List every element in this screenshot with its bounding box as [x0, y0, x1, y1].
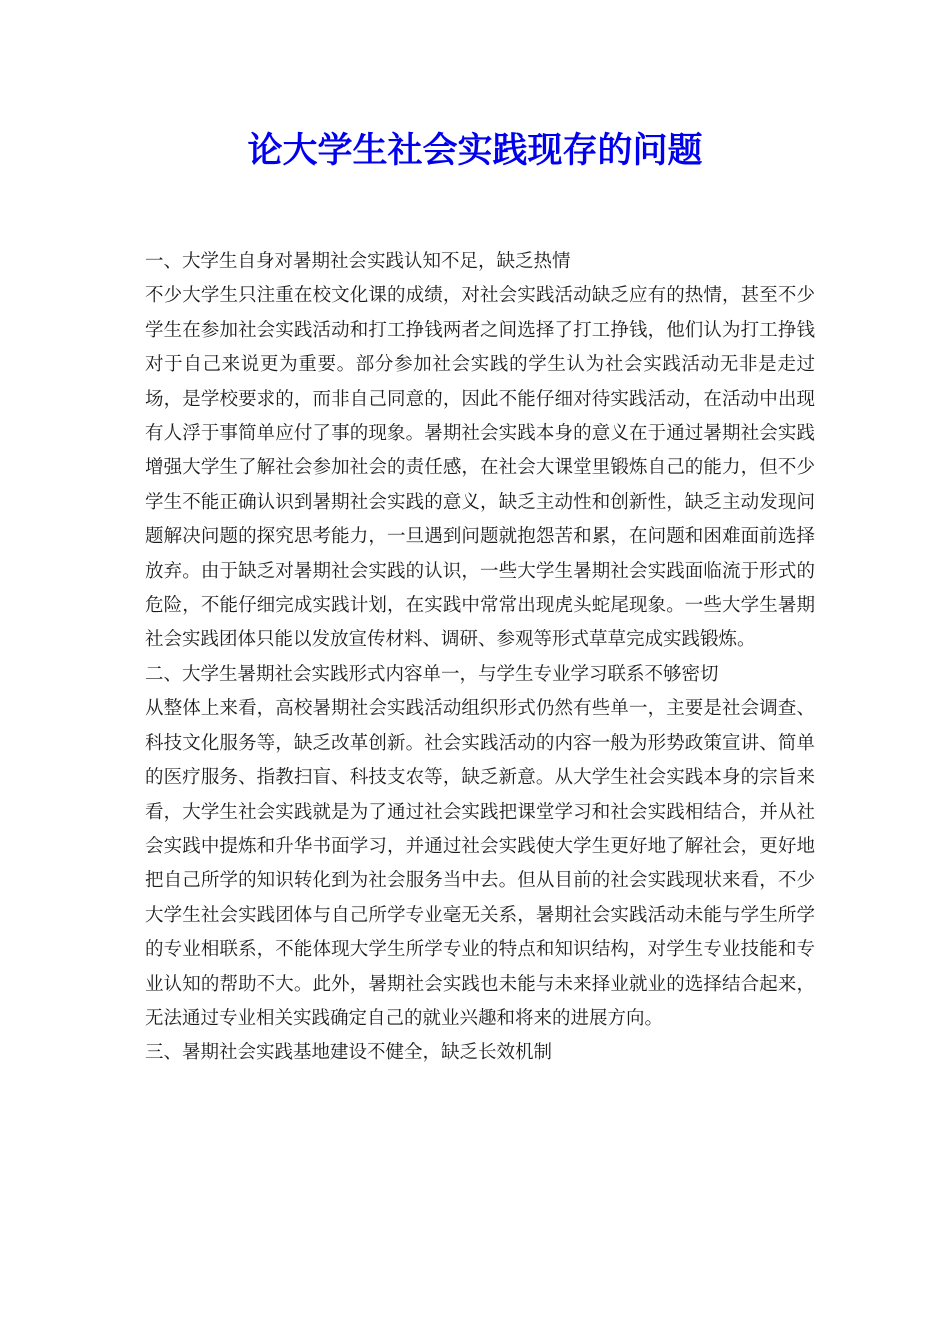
section-heading-1: 一、大学生自身对暑期社会实践认知不足，缺乏热情 — [145, 251, 571, 272]
section-heading-2: 二、大学生暑期社会实践形式内容单一，与学生专业学习联系不够密切 — [145, 663, 719, 685]
section-heading-3: 三、暑期社会实践基地建设不健全，缺乏长效机制 — [145, 1042, 553, 1064]
document-body — [145, 245, 815, 1071]
body-paragraph-1: 不少大学生只注重在校文化课的成绩，对社会实践活动缺乏应有的热情，甚至不少学生在参加社会实践活动和打工挣钱两者之间选择了打工挣钱，他们认为打工挣钱对于自己来说更为重要。部分参加社会实践的学生认为社会实践活动无非是走过场，是学校要求的，而非自己同意的，因此不能仔细对待实践活动，在活动中出现有人浮于事简单应付了事的现象。暑期社会实践本身的意义在于通过暑期社会实践增强大学生了解社会参加社会的责任感，在社会大课堂里锻炼自己的能力，但不少学生不能正确认识到暑期社会实践的意义，缺乏主动性和创新性，缺乏主动发现问题解决问题的探究思考能力，一旦遇到问题就抱怨苦和累，在问题和困难面前选择放弃。由于缺乏对暑期社会实践的认识，一些大学生暑期社会实践面临流于形式的危险，不能仔细完成实践计划，在实践中常常出现虎头蛇尾现象。一些大学生暑期社会实践团体只能以发放宣传材料、调研、参观等形式草草完成实践锻炼。 — [145, 285, 815, 651]
body-paragraph-2: 从整体上来看，高校暑期社会实践活动组织形式仍然有些单一，主要是社会调查、科技文化服务等，缺乏改革创新。社会实践活动的内容一般为形势政策宣讲、简单的医疗服务、指教扫盲、科技支农等，缺乏新意。从大学生社会实践本身的宗旨来看，大学生社会实践就是为了通过社会实践把课堂学习和社会实践相结合，并从社会实践中提炼和升华书面学习，并通过社会实践使大学生更好地了解社会，更好地把自己所学的知识转化到为社会服务当中去。但从目前的社会实践现状来看，不少大学生社会实践团体与自己所学专业毫无关系，暑期社会实践活动未能与学生所学的专业相联系，不能体现大学生所学专业的特点和知识结构，对学生专业技能和专业认知的帮助不大。此外，暑期社会实践也未能与未来择业就业的选择结合起来，无法通过专业相关实践确定自己的就业兴趣和将来的进展方向。 — [145, 698, 815, 1029]
document-title: 论大学生社会实践现存的问题 — [247, 131, 703, 171]
